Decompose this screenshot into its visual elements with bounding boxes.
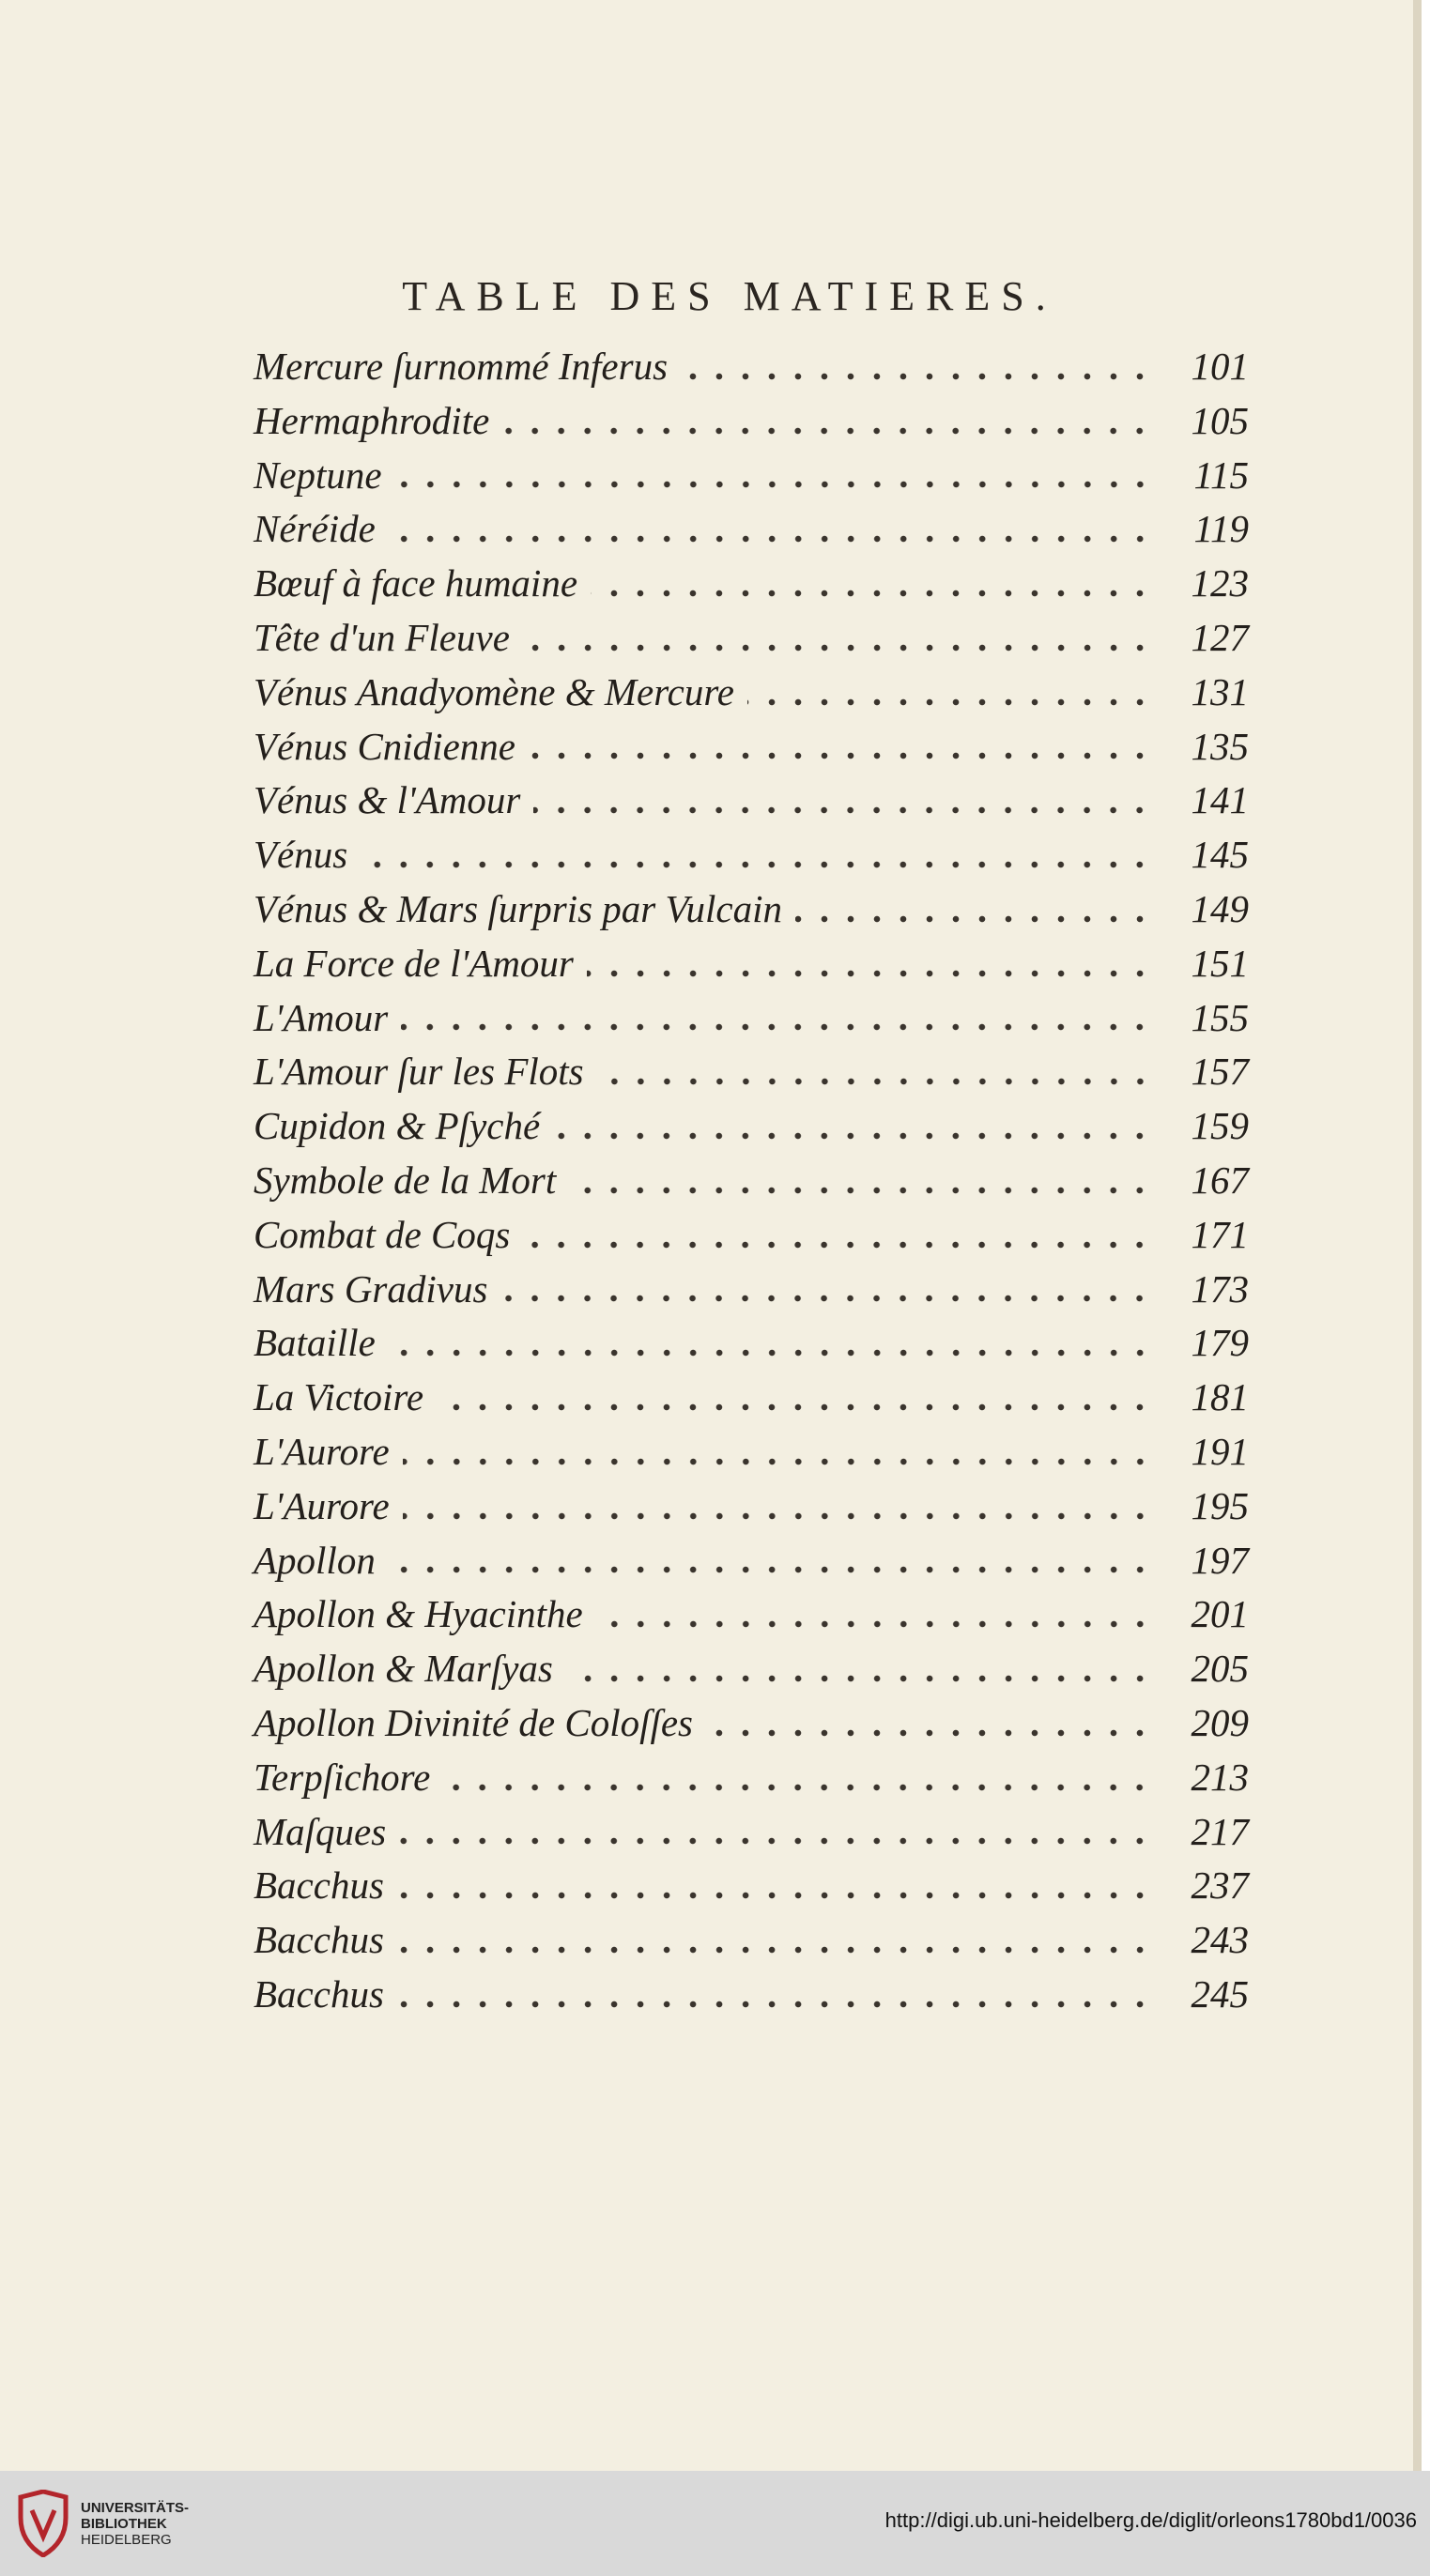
toc-entry [254, 724, 1249, 778]
dot-leader [566, 1669, 1153, 1688]
toc-entry-page-number: 141 [1191, 778, 1249, 822]
toc-entry [254, 1646, 1249, 1700]
toc-entry-page-number: 155 [1191, 995, 1249, 1039]
toc-entry-title: Apollon & Hyacinthe [254, 1592, 583, 1636]
toc-entry [254, 669, 1249, 724]
toc-entry [254, 560, 1249, 615]
toc-entry-page-number: 195 [1191, 1483, 1249, 1527]
toc-entry-page-number: 151 [1191, 941, 1249, 985]
toc-entry [254, 777, 1249, 832]
toc-entry [254, 452, 1249, 507]
toc-entry-title: Bacchus [254, 1971, 384, 2016]
dot-leader [747, 693, 1153, 712]
toc-entry-title: Néréide [254, 507, 376, 551]
dot-leader [587, 964, 1153, 983]
toc-entry-page-number: 159 [1191, 1104, 1249, 1148]
toc-entry [254, 1917, 1249, 1971]
dot-leader [523, 638, 1153, 657]
toc-entry [254, 1538, 1249, 1592]
toc-entry [254, 1158, 1249, 1212]
toc-entry-title: L'Amour ſur les Flots [254, 1050, 584, 1094]
dot-leader [569, 1181, 1153, 1200]
toc-entry-title: Bataille [254, 1321, 376, 1365]
toc-entry-title: Hermaphrodite [254, 398, 490, 442]
toc-entry-title: Bœuf à face humaine [254, 561, 578, 606]
toc-entry-title: Mercure ſurnommé Inferus [254, 345, 669, 388]
toc-entry-title: Tête d'un Fleuve [254, 615, 510, 659]
library-name-line2: BIBLIOTHEK [81, 2515, 167, 2532]
dot-leader [397, 1886, 1153, 1905]
toc-entry [254, 398, 1249, 452]
library-logo-icon [15, 2490, 71, 2557]
dot-leader [500, 1289, 1153, 1308]
dot-leader [397, 1995, 1153, 2014]
dot-leader [706, 1724, 1153, 1742]
toc-entry [254, 1863, 1249, 1917]
toc-entry-title: L'Amour [254, 995, 389, 1039]
toc-entry-title: Vénus [254, 833, 348, 877]
toc-entry-page-number: 201 [1191, 1592, 1249, 1636]
toc-entry-page-number: 243 [1191, 1918, 1249, 1962]
toc-entry [254, 886, 1249, 941]
toc-entry-page-number: 123 [1191, 561, 1249, 606]
toc-entry [254, 615, 1249, 669]
toc-entry [254, 1483, 1249, 1538]
toc-entry [254, 1103, 1249, 1158]
dot-leader [596, 1615, 1153, 1633]
library-name-line1: UNIVERSITÄTS- [81, 2499, 190, 2516]
toc-entry-title: Terpſichore [254, 1755, 431, 1799]
toc-entry [254, 1429, 1249, 1483]
toc-entry-title: Vénus Cnidienne [254, 724, 515, 768]
toc-entry-page-number: 115 [1193, 452, 1249, 497]
dot-leader [553, 1127, 1153, 1145]
dot-leader [401, 1018, 1153, 1036]
dot-leader [597, 1072, 1153, 1091]
toc-entry-page-number: 119 [1193, 507, 1249, 551]
toc-entry-title: Combat de Coqs [254, 1212, 511, 1256]
toc-entry-title: La Victoire [254, 1375, 424, 1419]
dot-leader [795, 910, 1153, 928]
dot-leader [523, 1235, 1153, 1254]
dot-leader [361, 855, 1153, 874]
toc-entry [254, 1266, 1249, 1321]
toc-entry-page-number: 167 [1191, 1158, 1249, 1202]
toc-entry-title: Maſques [254, 1809, 387, 1853]
library-name [81, 2500, 189, 2548]
toc-entry-page-number: 101 [1191, 345, 1249, 388]
toc-entry-title: Vénus Anadyomène & Mercure [254, 669, 734, 713]
page-edge [1413, 0, 1422, 2471]
toc-entry [254, 941, 1249, 995]
dot-leader [443, 1778, 1153, 1797]
toc-entry-page-number: 213 [1191, 1755, 1249, 1799]
dot-leader [395, 475, 1153, 494]
toc-entry-page-number: 171 [1191, 1212, 1249, 1256]
dot-leader [403, 1507, 1153, 1526]
toc-entry-page-number: 217 [1191, 1809, 1249, 1853]
dot-leader [397, 1940, 1153, 1959]
toc-entry-page-number: 149 [1191, 886, 1249, 930]
table-of-contents [254, 344, 1249, 2026]
toc-entry [254, 1755, 1249, 1809]
source-url-link[interactable]: http://digi.ub.uni-heidelberg.de/diglit/orleons1780bd1/0036 [884, 2508, 1417, 2532]
toc-entry-page-number: 245 [1191, 1971, 1249, 2016]
toc-entry-title: Apollon Divinité de Coloſſes [254, 1700, 694, 1744]
toc-entry-title: Neptune [254, 452, 382, 497]
toc-entry [254, 1049, 1249, 1103]
toc-entry [254, 1320, 1249, 1374]
toc-entry-page-number: 157 [1191, 1050, 1249, 1094]
toc-entry [254, 344, 1249, 398]
dot-leader [533, 801, 1153, 820]
dot-leader [502, 422, 1153, 440]
footer-bar [0, 2471, 1430, 2576]
toc-entry [254, 1971, 1249, 2026]
toc-entry-page-number: 181 [1191, 1375, 1249, 1419]
dot-leader [529, 746, 1153, 765]
toc-entry [254, 1374, 1249, 1429]
toc-entry-page-number: 197 [1191, 1538, 1249, 1582]
toc-entry-page-number: 179 [1191, 1321, 1249, 1365]
toc-entry-page-number: 127 [1191, 615, 1249, 659]
page-title: TABLE DES MATIERES. [402, 273, 1057, 319]
toc-entry-title: Apollon [254, 1538, 376, 1582]
toc-entry-title: L'Aurore [254, 1429, 390, 1473]
library-name-line3: HEIDELBERG [81, 2531, 172, 2548]
toc-entry-title: Symbole de la Mort [254, 1158, 557, 1202]
toc-entry-title: Mars Gradivus [254, 1266, 488, 1311]
toc-entry [254, 506, 1249, 560]
toc-entry-page-number: 209 [1191, 1700, 1249, 1744]
toc-entry-title: La Force de l'Amour [254, 941, 574, 985]
toc-entry-page-number: 145 [1191, 833, 1249, 877]
toc-entry-title: Vénus & l'Amour [254, 778, 521, 822]
toc-entry [254, 1700, 1249, 1755]
dot-leader [389, 529, 1153, 548]
toc-entry-page-number: 131 [1191, 669, 1249, 713]
dot-leader [591, 584, 1153, 603]
toc-entry-page-number: 191 [1191, 1429, 1249, 1473]
toc-entry-page-number: 135 [1191, 724, 1249, 768]
toc-entry-title: Vénus & Mars ſurpris par Vulcain [254, 886, 782, 930]
toc-entry-title: L'Aurore [254, 1483, 390, 1527]
dot-leader [389, 1560, 1153, 1579]
toc-entry-title: Cupidon & Pſyché [254, 1104, 541, 1148]
toc-entry-title: Bacchus [254, 1863, 384, 1908]
dot-leader [437, 1398, 1153, 1417]
toc-entry-page-number: 173 [1191, 1266, 1249, 1311]
toc-entry [254, 1809, 1249, 1863]
toc-entry-page-number: 105 [1191, 398, 1249, 442]
toc-entry-title: Apollon & Marſyas [254, 1647, 553, 1691]
toc-entry-page-number: 237 [1191, 1863, 1249, 1908]
dot-leader [399, 1832, 1153, 1850]
dot-leader [681, 367, 1153, 386]
toc-entry-page-number: 205 [1191, 1647, 1249, 1691]
toc-entry [254, 1591, 1249, 1646]
toc-entry [254, 832, 1249, 886]
toc-entry [254, 995, 1249, 1050]
toc-entry-title: Bacchus [254, 1918, 384, 1962]
dot-leader [389, 1343, 1153, 1362]
toc-entry [254, 1212, 1249, 1266]
dot-leader [403, 1452, 1153, 1471]
